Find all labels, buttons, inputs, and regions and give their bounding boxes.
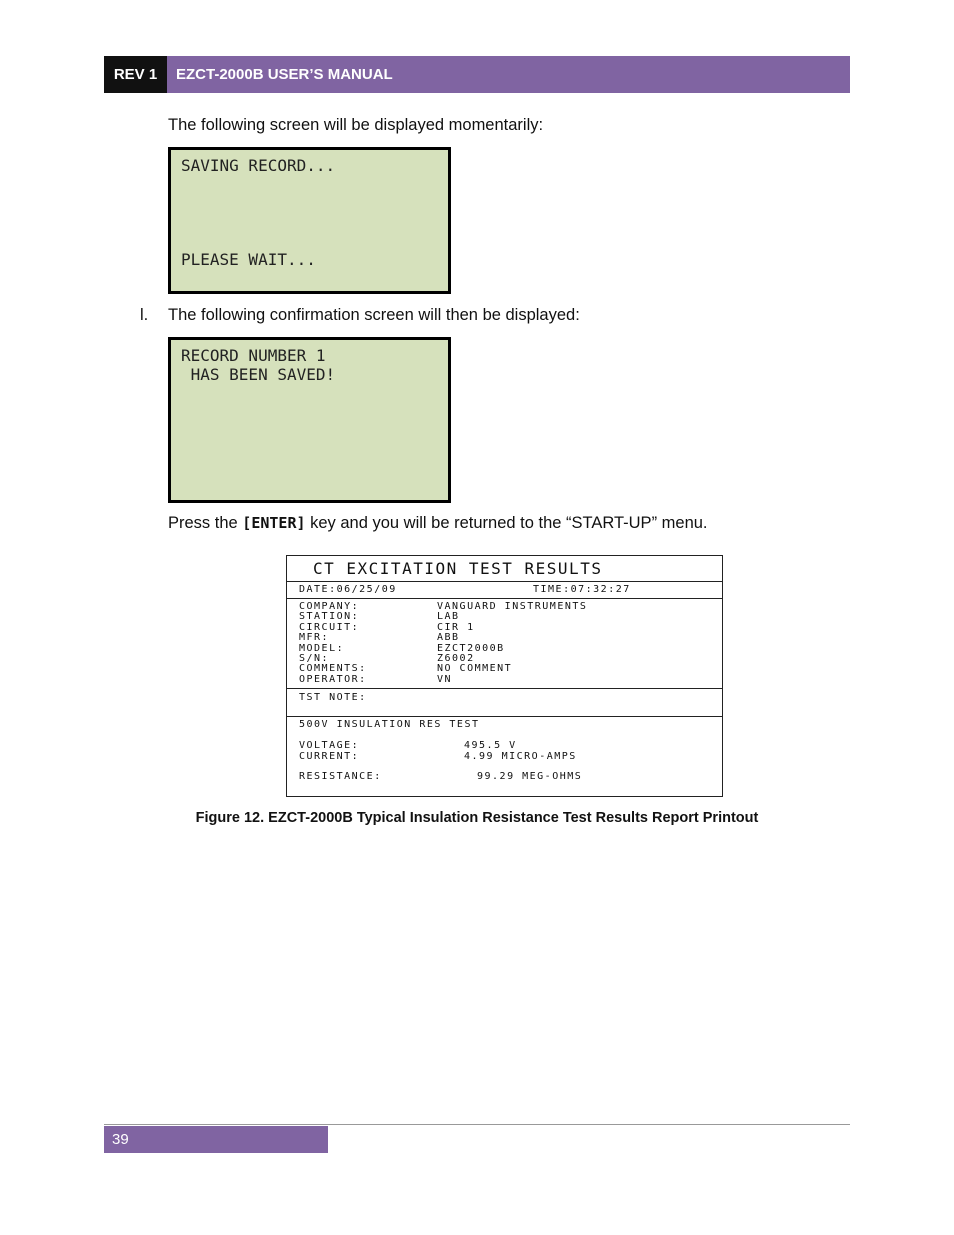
- info-label: MODEL:: [299, 642, 345, 654]
- info-value: Z6002: [437, 653, 475, 664]
- lcd-confirmation-screen: [168, 337, 451, 503]
- divider: [287, 581, 722, 582]
- info-value: VN: [437, 673, 453, 685]
- page-header: [104, 56, 850, 93]
- info-label: COMMENTS:: [299, 663, 367, 675]
- resistance-label: RESISTANCE:: [299, 771, 382, 782]
- info-label: MFR:: [299, 632, 330, 644]
- revision-label: REV 1: [104, 56, 167, 93]
- footer-rule: [104, 1124, 850, 1125]
- lcd-saving-screen: [168, 147, 451, 294]
- resistance-value: 99.29 MEG-OHMS: [477, 771, 583, 782]
- voltage-label: VOLTAGE:: [299, 740, 360, 751]
- step-text: The following confirmation screen will then be displayed:: [168, 306, 580, 324]
- divider: [287, 598, 722, 599]
- report-printout: [286, 555, 723, 797]
- step-marker: l.: [140, 306, 149, 324]
- page-number: 39: [104, 1126, 328, 1153]
- report-time: TIME:07:32:27: [533, 584, 631, 595]
- report-title: CT EXCITATION TEST RESULTS: [313, 559, 603, 578]
- info-label: CIRCUIT:: [299, 621, 360, 633]
- press-text-after: key and you will be returned to the “START-UP” menu.: [305, 514, 708, 532]
- lcd-line: HAS BEEN SAVED!: [181, 365, 336, 384]
- info-value: LAB: [437, 611, 460, 623]
- info-value: ABB: [437, 632, 460, 644]
- current-value: 4.99 MICRO-AMPS: [464, 751, 577, 762]
- voltage-value: 495.5 V: [464, 740, 517, 751]
- figure-caption: Figure 12. EZCT-2000B Typical Insulation Resistance Test Results Report Printout: [195, 810, 759, 826]
- press-enter-text: [168, 514, 708, 533]
- info-value: VANGUARD INSTRUMENTS: [437, 601, 588, 612]
- report-date: DATE:06/25/09: [299, 584, 397, 595]
- info-label: OPERATOR:: [299, 673, 367, 685]
- lcd-line: RECORD NUMBER 1: [181, 346, 326, 365]
- info-value: EZCT2000B: [437, 642, 505, 654]
- current-label: CURRENT:: [299, 751, 360, 762]
- press-text-before: Press the: [168, 514, 243, 532]
- test-title: 500V INSULATION RES TEST: [299, 719, 480, 730]
- divider: [287, 716, 722, 717]
- info-label: S/N:: [299, 653, 330, 664]
- test-note-label: TST NOTE:: [299, 692, 367, 703]
- divider: [287, 688, 722, 689]
- lcd-line: PLEASE WAIT...: [181, 250, 316, 269]
- info-label: COMPANY:: [299, 601, 360, 612]
- info-value: CIR 1: [437, 621, 475, 633]
- info-value: NO COMMENT: [437, 663, 513, 675]
- enter-key-label: [ENTER]: [242, 514, 306, 532]
- info-label: STATION:: [299, 611, 360, 623]
- manual-title: EZCT-2000B USER’S MANUAL: [167, 56, 850, 93]
- lcd-line: SAVING RECORD...: [181, 156, 336, 175]
- intro-text: The following screen will be displayed momentarily:: [168, 116, 544, 134]
